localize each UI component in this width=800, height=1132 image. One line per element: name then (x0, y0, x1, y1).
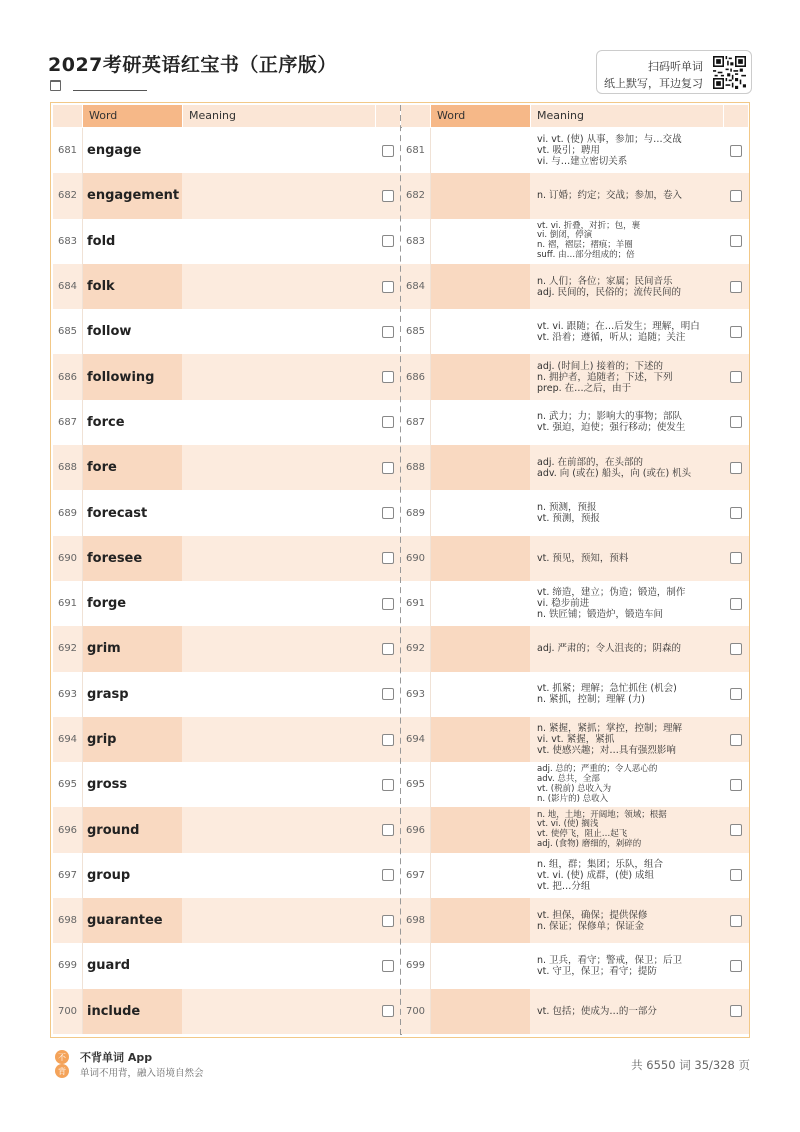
word-text: forge (87, 596, 127, 612)
table-row (401, 309, 749, 354)
review-checkbox[interactable] (730, 824, 742, 836)
word-text: guard (87, 958, 131, 974)
meaning-cell (531, 626, 723, 671)
table-row (53, 445, 401, 490)
meaning-text: vt. vi. 折叠，对折；包，裹 vi. 倒闭，停演 n. 褶，褶层；褶痕；羊圈 suff. 由…部分组成的；倍 (537, 220, 641, 261)
row-number: 700 (53, 989, 82, 1034)
meaning-cell (531, 898, 723, 943)
row-number: 689 (53, 490, 82, 535)
meaning-cell (531, 536, 723, 581)
svg-text:不: 不 (58, 1053, 66, 1062)
word-cell[interactable] (431, 128, 530, 173)
word-text: follow (87, 324, 132, 340)
word-cell[interactable] (431, 989, 530, 1034)
word-cell (83, 309, 182, 354)
meaning-text: n. 组，群；集团；乐队，组合 vt. vi. (使) 成群，(使) 成组 vt. 把…分组 (537, 858, 664, 892)
meaning-text: n. 卫兵，看守；警戒，保卫；后卫 vt. 守卫，保卫；看守；提防 (537, 954, 683, 977)
word-cell[interactable] (431, 264, 530, 309)
row-number: 685 (53, 309, 82, 354)
table-row (401, 536, 749, 581)
word-text: grim (87, 641, 121, 657)
review-checkbox[interactable] (382, 1005, 394, 1017)
meaning-cell (531, 672, 723, 717)
table-row (53, 807, 401, 852)
row-number: 694 (53, 717, 82, 762)
row-number: 686 (401, 354, 430, 399)
row-number: 698 (401, 898, 430, 943)
meaning-cell (531, 853, 723, 898)
word-text: ground (87, 822, 140, 838)
review-checkbox[interactable] (730, 235, 742, 247)
row-number: 690 (53, 536, 82, 581)
word-cell (83, 581, 182, 626)
review-checkbox[interactable] (382, 507, 394, 519)
row-number: 700 (401, 989, 430, 1034)
table-header-right (401, 105, 749, 127)
word-text: force (87, 414, 125, 430)
word-cell (83, 626, 182, 671)
row-number: 687 (401, 400, 430, 445)
app-name: 不背单词 App (80, 1051, 153, 1064)
row-number: 695 (401, 762, 430, 807)
word-text: folk (87, 279, 115, 295)
row-number: 697 (401, 853, 430, 898)
row-number: 688 (401, 445, 430, 490)
review-checkbox[interactable] (730, 598, 742, 610)
row-number: 684 (53, 264, 82, 309)
row-number: 691 (53, 581, 82, 626)
qr-card[interactable] (596, 50, 752, 94)
word-text: following (87, 369, 155, 385)
meaning-text: adj. 总的；严重的；令人恶心的 adv. 总共，全部 vt. (税前) 总收入为 n. (影片的) 总收入 (537, 764, 658, 804)
meaning-cell[interactable] (183, 898, 375, 943)
page-info: 共 6550 词 35/328 页 (631, 1058, 750, 1072)
word-cell[interactable] (431, 173, 530, 218)
meaning-cell[interactable] (183, 264, 375, 309)
word-text: grasp (87, 686, 129, 702)
meaning-text: adj. 严肃的；令人沮丧的；阴森的 (537, 643, 682, 655)
review-checkbox[interactable] (730, 326, 742, 338)
meaning-cell[interactable] (183, 490, 375, 535)
table-row (53, 264, 401, 309)
word-cell (83, 173, 182, 218)
review-checkbox[interactable] (730, 688, 742, 700)
row-number: 685 (401, 309, 430, 354)
table-row (401, 490, 749, 535)
word-cell[interactable] (431, 943, 530, 988)
row-number: 686 (53, 354, 82, 399)
meaning-cell[interactable] (183, 717, 375, 762)
meaning-cell[interactable] (183, 309, 375, 354)
table-row (53, 490, 401, 535)
row-number: 694 (401, 717, 430, 762)
row-number: 697 (53, 853, 82, 898)
word-cell (83, 853, 182, 898)
word-text: engagement (87, 188, 180, 204)
word-cell[interactable] (431, 581, 530, 626)
word-text: forecast (87, 505, 148, 521)
word-cell (83, 400, 182, 445)
table-row (401, 717, 749, 762)
table-row (401, 128, 749, 173)
word-text: include (87, 1003, 141, 1019)
word-text: group (87, 867, 131, 883)
word-cell[interactable] (431, 898, 530, 943)
review-checkbox[interactable] (382, 281, 394, 293)
word-cell[interactable] (431, 490, 530, 535)
meaning-text: n. 紧握，紧抓；掌控，控制；理解 vi. vt. 紧握，紧抓 vt. 使感兴趣；对…具有强烈影响 (537, 723, 683, 756)
review-checkbox[interactable] (730, 552, 742, 564)
date-field (50, 80, 147, 91)
meaning-cell[interactable] (183, 626, 375, 671)
meaning-cell[interactable] (183, 536, 375, 581)
meaning-text: vt. 缔造，建立；伪造；锻造，制作 vi. 稳步前进 n. 铁匠铺；锻造炉，锻造车间 (537, 587, 686, 621)
calendar-icon (50, 80, 61, 91)
word-cell (83, 536, 182, 581)
word-cell[interactable] (431, 354, 530, 399)
word-cell (83, 989, 182, 1034)
review-checkbox[interactable] (730, 462, 742, 474)
table-row (401, 853, 749, 898)
table-row (401, 762, 749, 807)
meaning-cell (531, 309, 723, 354)
review-checkbox[interactable] (730, 960, 742, 972)
table-row (401, 626, 749, 671)
meaning-cell[interactable] (183, 581, 375, 626)
word-cell (83, 762, 182, 807)
table-row (401, 173, 749, 218)
review-checkbox[interactable] (382, 552, 394, 564)
row-number: 683 (53, 219, 82, 264)
word-cell[interactable] (431, 807, 530, 852)
meaning-cell[interactable] (183, 853, 375, 898)
meaning-text: n. 订婚；约定；交战；参加，卷入 (537, 190, 683, 202)
meaning-cell[interactable] (183, 445, 375, 490)
word-cell[interactable] (431, 400, 530, 445)
word-rows-left (53, 128, 401, 1034)
word-cell (83, 490, 182, 535)
review-checkbox[interactable] (382, 915, 394, 927)
meaning-column-right (401, 103, 749, 1036)
meaning-rows-right (401, 128, 749, 1034)
table-row (53, 762, 401, 807)
table-row (53, 626, 401, 671)
row-number: 695 (53, 762, 82, 807)
review-checkbox[interactable] (730, 869, 742, 881)
review-checkbox[interactable] (730, 643, 742, 655)
word-cell (83, 219, 182, 264)
review-checkbox[interactable] (730, 145, 742, 157)
review-checkbox[interactable] (382, 145, 394, 157)
table-row (53, 536, 401, 581)
review-checkbox[interactable] (730, 734, 742, 746)
review-checkbox[interactable] (730, 915, 742, 927)
table-row (401, 989, 749, 1034)
word-text: engage (87, 143, 142, 159)
review-checkbox[interactable] (382, 462, 394, 474)
header-word: Word (431, 105, 530, 127)
table-row (53, 898, 401, 943)
word-cell (83, 807, 182, 852)
review-checkbox[interactable] (730, 190, 742, 202)
word-cell (83, 128, 182, 173)
meaning-text: vi. vt. (使) 从事，参加；与…交战 vt. 吸引；聘用 vi. 与…建立密切关系 (537, 134, 682, 168)
page-title: 2027考研英语红宝书（正序版） (48, 54, 337, 76)
meaning-cell (531, 717, 723, 762)
table-row (401, 354, 749, 399)
review-checkbox[interactable] (730, 779, 742, 791)
header-meaning: Meaning (531, 105, 723, 127)
row-number: 681 (53, 128, 82, 173)
review-checkbox[interactable] (382, 688, 394, 700)
word-cell (83, 354, 182, 399)
meaning-cell[interactable] (183, 672, 375, 717)
table-row (401, 672, 749, 717)
meaning-cell (531, 354, 723, 399)
word-cell (83, 943, 182, 988)
qr-line1: 扫码听单词 (648, 60, 703, 73)
word-text: fore (87, 460, 117, 476)
word-column-left (53, 103, 401, 1036)
meaning-cell[interactable] (183, 807, 375, 852)
table-row (53, 989, 401, 1034)
meaning-cell (531, 400, 723, 445)
meaning-text: n. 武力；力；影响大的事物；部队 vt. 强迫，迫使；强行移动；使发生 (537, 411, 686, 434)
word-cell[interactable] (431, 309, 530, 354)
review-checkbox[interactable] (382, 643, 394, 655)
table-row (401, 898, 749, 943)
row-number: 689 (401, 490, 430, 535)
header-meaning: Meaning (183, 105, 375, 127)
word-cell[interactable] (431, 445, 530, 490)
meaning-cell (531, 128, 723, 173)
row-number: 692 (53, 626, 82, 671)
meaning-text: n. 人们；各位；家属；民间音乐 adj. 民间的，民俗的；流传民间的 (537, 275, 682, 298)
word-cell[interactable] (431, 853, 530, 898)
meaning-text: vt. 抓紧；理解；急忙抓住 (机会) n. 紧抓，控制；理解 (力) (537, 683, 677, 706)
table-row (53, 853, 401, 898)
meaning-text: n. 预测，预报 vt. 预测，预报 (537, 502, 600, 525)
row-number: 699 (401, 943, 430, 988)
meaning-text: vt. 担保，确保；提供保修 n. 保证；保修单；保证金 (537, 909, 648, 932)
row-number: 691 (401, 581, 430, 626)
word-cell (83, 264, 182, 309)
row-number: 696 (53, 807, 82, 852)
review-checkbox[interactable] (382, 371, 394, 383)
review-checkbox[interactable] (730, 507, 742, 519)
review-checkbox[interactable] (382, 869, 394, 881)
word-cell[interactable] (431, 672, 530, 717)
word-text: gross (87, 777, 128, 793)
row-number: 687 (53, 400, 82, 445)
word-text: fold (87, 233, 116, 249)
meaning-text: n. 地，土地；开阔地；领域；根据 vt. vi. (使) 搁浅 vt. 使停飞，阻止…起飞 adj. (食物) 磨细的，剁碎的 (537, 809, 667, 849)
meaning-text: vt. 预见，预知，预料 (537, 552, 629, 564)
meaning-cell (531, 264, 723, 309)
review-checkbox[interactable] (730, 1005, 742, 1017)
review-checkbox[interactable] (730, 281, 742, 293)
row-number: 683 (401, 219, 430, 264)
review-checkbox[interactable] (382, 416, 394, 428)
meaning-cell[interactable] (183, 400, 375, 445)
header-word: Word (83, 105, 182, 127)
table-row (401, 264, 749, 309)
qr-line2: 纸上默写，耳边复习 (604, 77, 703, 90)
table-row (401, 807, 749, 852)
row-number: 682 (401, 173, 430, 218)
meaning-cell (531, 762, 723, 807)
table-row (53, 717, 401, 762)
meaning-cell[interactable] (183, 219, 375, 264)
review-checkbox[interactable] (382, 734, 394, 746)
row-number: 698 (53, 898, 82, 943)
review-checkbox[interactable] (382, 235, 394, 247)
word-sheet (50, 102, 750, 1038)
meaning-cell[interactable] (183, 943, 375, 988)
table-row (53, 672, 401, 717)
table-row (53, 400, 401, 445)
row-number: 690 (401, 536, 430, 581)
row-number: 693 (401, 672, 430, 717)
word-cell (83, 898, 182, 943)
meaning-cell (531, 807, 723, 852)
table-row (53, 219, 401, 264)
word-cell (83, 717, 182, 762)
meaning-cell (531, 490, 723, 535)
meaning-cell (531, 173, 723, 218)
table-row (401, 400, 749, 445)
row-number: 699 (53, 943, 82, 988)
table-row (401, 219, 749, 264)
table-row (401, 581, 749, 626)
word-cell[interactable] (431, 536, 530, 581)
review-checkbox[interactable] (382, 598, 394, 610)
word-cell (83, 672, 182, 717)
table-row (53, 943, 401, 988)
table-row (53, 354, 401, 399)
table-row (53, 173, 401, 218)
table-row (401, 943, 749, 988)
meaning-cell (531, 943, 723, 988)
row-number: 684 (401, 264, 430, 309)
word-cell (83, 445, 182, 490)
row-number: 692 (401, 626, 430, 671)
table-row (53, 581, 401, 626)
review-checkbox[interactable] (382, 824, 394, 836)
meaning-cell (531, 219, 723, 264)
row-number: 682 (53, 173, 82, 218)
word-cell[interactable] (431, 762, 530, 807)
meaning-cell[interactable] (183, 354, 375, 399)
review-checkbox[interactable] (382, 779, 394, 791)
table-header-left (53, 105, 401, 127)
meaning-cell[interactable] (183, 128, 375, 173)
word-text: foresee (87, 550, 143, 566)
app-slogan: 单词不用背，融入语境自然会 (80, 1068, 204, 1079)
review-checkbox[interactable] (382, 190, 394, 202)
review-checkbox[interactable] (730, 371, 742, 383)
meaning-text: adj. (时间上) 接着的；下述的 n. 拥护者，追随者；下述，下列 prep. 在…之后，由于 (537, 360, 673, 394)
table-row (53, 128, 401, 173)
svg-text:背: 背 (58, 1067, 66, 1076)
review-checkbox[interactable] (382, 960, 394, 972)
meaning-cell[interactable] (183, 762, 375, 807)
row-number: 696 (401, 807, 430, 852)
word-cell[interactable] (431, 219, 530, 264)
meaning-cell (531, 581, 723, 626)
word-text: guarantee (87, 913, 163, 929)
row-number: 688 (53, 445, 82, 490)
review-checkbox[interactable] (730, 416, 742, 428)
word-cell[interactable] (431, 717, 530, 762)
meaning-text: vt. 包括；使成为…的一部分 (537, 1005, 657, 1017)
qr-code-icon (713, 56, 746, 89)
date-blank[interactable] (73, 80, 147, 91)
app-logo-icon (52, 1050, 72, 1078)
table-row (401, 445, 749, 490)
meaning-cell[interactable] (183, 989, 375, 1034)
table-row (53, 309, 401, 354)
row-number: 681 (401, 128, 430, 173)
meaning-text: adj. 在前部的，在头部的 adv. 向 (或在) 船头，向 (或在) 机头 (537, 456, 692, 479)
meaning-cell (531, 445, 723, 490)
meaning-cell[interactable] (183, 173, 375, 218)
review-checkbox[interactable] (382, 326, 394, 338)
row-number: 693 (53, 672, 82, 717)
meaning-text: vt. vi. 跟随；在…后发生；理解，明白 vt. 沿着；遵循，听从；追随；关注 (537, 320, 700, 343)
word-text: grip (87, 732, 117, 747)
word-cell[interactable] (431, 626, 530, 671)
meaning-cell (531, 989, 723, 1034)
